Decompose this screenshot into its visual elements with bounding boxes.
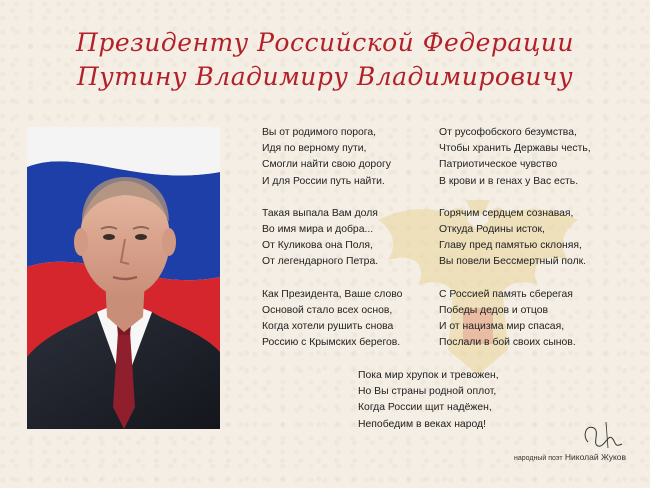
poem-line: Когда России щит надёжен,	[358, 402, 492, 414]
poem-final-stanza	[358, 368, 499, 433]
poem-line: Россию с Крымских берегов.	[262, 337, 401, 349]
poem-line: С Россией память сберегая	[439, 288, 573, 300]
poem-line: От Куликова она Поля,	[262, 240, 373, 252]
stanza-5	[439, 206, 591, 271]
poem-line: Основой стало всех основ,	[262, 304, 393, 316]
poem-line: Чтобы хранить Державы честь,	[439, 143, 591, 155]
poem-line: И для России путь найти.	[262, 175, 385, 187]
poem-line: Пока мир хрупок и тревожен,	[358, 370, 499, 381]
poem-line: И от нацизма мир спасая,	[439, 321, 565, 333]
stanza-4	[439, 125, 591, 190]
author-credit	[514, 452, 626, 462]
poem-line: Как Президента, Ваше слово	[262, 288, 403, 300]
poem-line: Идя по верному пути,	[262, 143, 367, 155]
poem-line: Откуда Родины исток,	[439, 224, 545, 236]
poem-line: Непобедим в веках народ!	[358, 418, 486, 430]
poem-line: Победы дедов и отцов	[439, 304, 549, 316]
stanza-6	[439, 287, 591, 352]
poem-line: Патриотическое чувство	[439, 159, 558, 171]
poem-line: Когда хотели рушить снова	[262, 321, 394, 333]
poem-line: Горячим сердцем сознавая,	[439, 207, 574, 219]
stanza-3	[262, 287, 402, 352]
poem-line: Главу пред памятью склоняя,	[439, 240, 582, 252]
poem-line: Во имя мира и добра...	[262, 224, 374, 236]
poem-line: Но Вы страны родной оплот,	[358, 386, 497, 398]
signature	[578, 418, 626, 454]
title-line-1: Президенту Российской Федерации	[76, 28, 574, 57]
poem-line: Вы повели Бессмертный полк.	[439, 256, 587, 268]
stanza-2	[262, 206, 402, 271]
author-name: Николай Жуков	[564, 452, 627, 462]
poem-line: Послали в бой своих сынов.	[439, 337, 576, 349]
poem-line: В крови и в генах у Вас есть.	[439, 175, 579, 187]
portrait-illustration	[27, 127, 220, 429]
portrait-photo	[27, 127, 220, 429]
poem-right-column	[439, 125, 591, 367]
author-role: народный поэт	[514, 455, 563, 462]
stanza-1	[262, 125, 402, 190]
poem-line: Такая выпала Вам доля	[262, 207, 378, 219]
poem-line: От русофобского безумства,	[439, 127, 577, 138]
poem-line: Смогли найти свою дорогу	[262, 159, 391, 171]
title-line-2: Путину Владимиру Владимировичу	[76, 62, 574, 91]
poem-left-column	[262, 125, 402, 367]
poem-line: Вы от родимого порога,	[262, 127, 377, 138]
poem-line: От легендарного Петра.	[262, 256, 379, 268]
